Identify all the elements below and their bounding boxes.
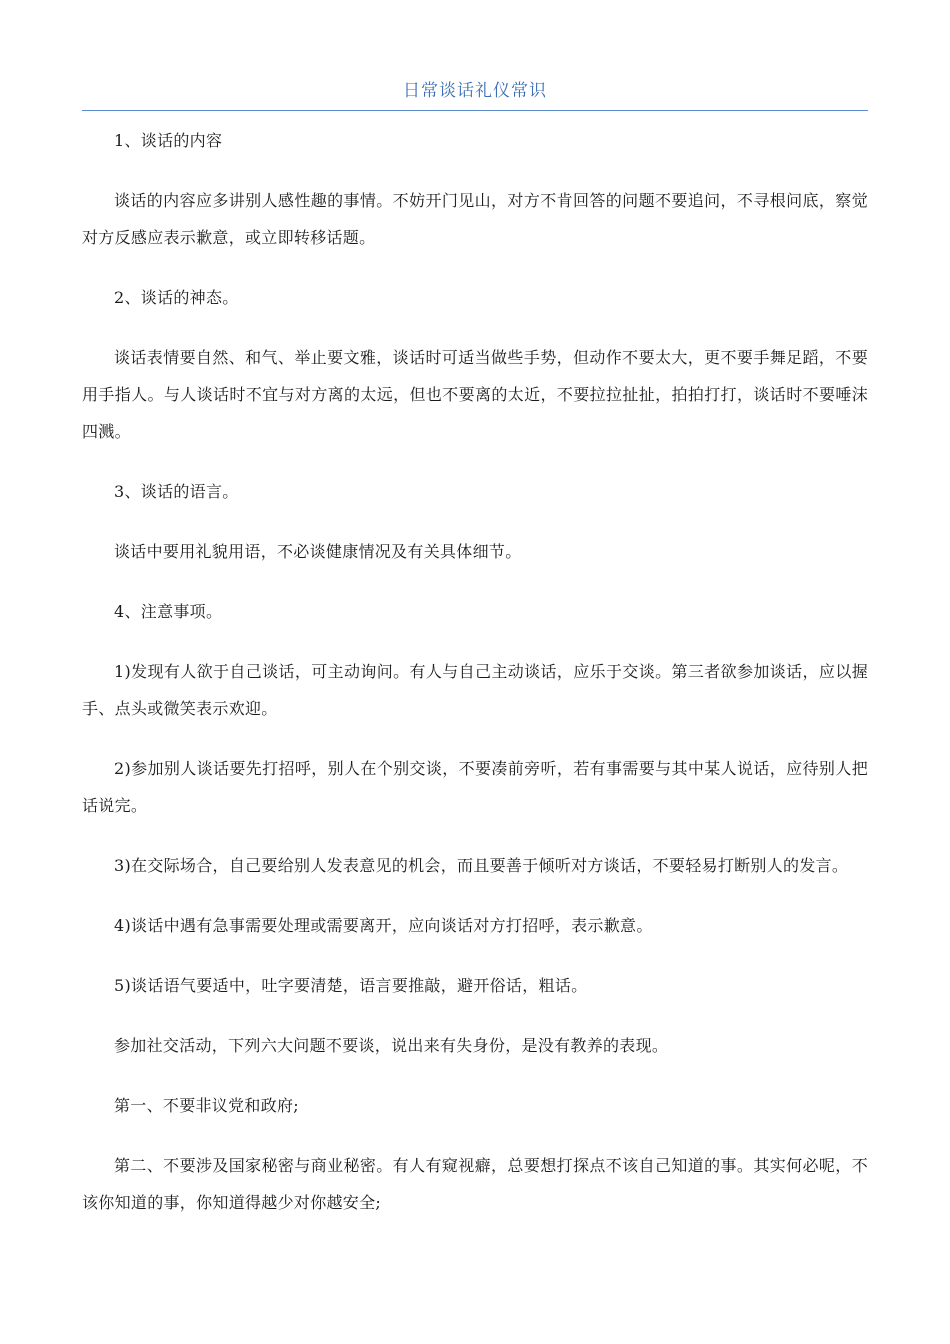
section-heading: 1、谈话的内容 — [114, 131, 223, 150]
list-item: 1)发现有人欲于自己谈话，可主动询问。有人与自己主动谈话，应乐于交谈。第三者欲参加谈话，应以握手、点头或微笑表示欢迎。 — [82, 662, 868, 718]
list-item: 4)谈话中遇有急事需要处理或需要离开，应向谈话对方打招呼，表示歉意。 — [114, 916, 653, 935]
document-header — [82, 80, 868, 111]
list-item: 第一、不要非议党和政府; — [114, 1096, 299, 1115]
document-body — [82, 122, 868, 1244]
paragraph: 参加社交活动，下列六大问题不要谈，说出来有失身份，是没有教养的表现。 — [114, 1036, 669, 1055]
list-item: 5)谈话语气要适中，吐字要清楚，语言要推敲，避开俗话，粗话。 — [114, 976, 588, 995]
list-item: 2)参加别人谈话要先打招呼，别人在个别交谈，不要凑前旁听，若有事需要与其中某人说话，应待别人把话说完。 — [82, 759, 868, 815]
page-title: 日常谈话礼仪常识 — [403, 81, 547, 101]
paragraph: 谈话表情要自然、和气、举止要文雅，谈话时可适当做些手势，但动作不要太大，更不要手舞足蹈，不要用手指人。与人谈话时不宜与对方离的太远，但也不要离的太近，不要拉拉扯扯，拍拍打打，谈话时不要唾沫四溅。 — [82, 348, 868, 441]
section-heading: 3、谈话的语言。 — [114, 482, 239, 501]
paragraph: 谈话的内容应多讲别人感性趣的事情。不妨开门见山，对方不肯回答的问题不要追问，不寻根问底，察觉对方反感应表示歉意，或立即转移话题。 — [82, 191, 868, 247]
list-item: 第二、不要涉及国家秘密与商业秘密。有人有窥视癖，总要想打探点不该自己知道的事。其实何必呢，不该你知道的事，你知道得越少对你越安全; — [82, 1156, 868, 1212]
section-heading: 2、谈话的神态。 — [114, 288, 239, 307]
paragraph: 谈话中要用礼貌用语，不必谈健康情况及有关具体细节。 — [114, 542, 522, 561]
list-item: 3)在交际场合，自己要给别人发表意见的机会，而且要善于倾听对方谈话，不要轻易打断别人的发言。 — [114, 856, 849, 875]
section-heading: 4、注意事项。 — [114, 602, 223, 621]
